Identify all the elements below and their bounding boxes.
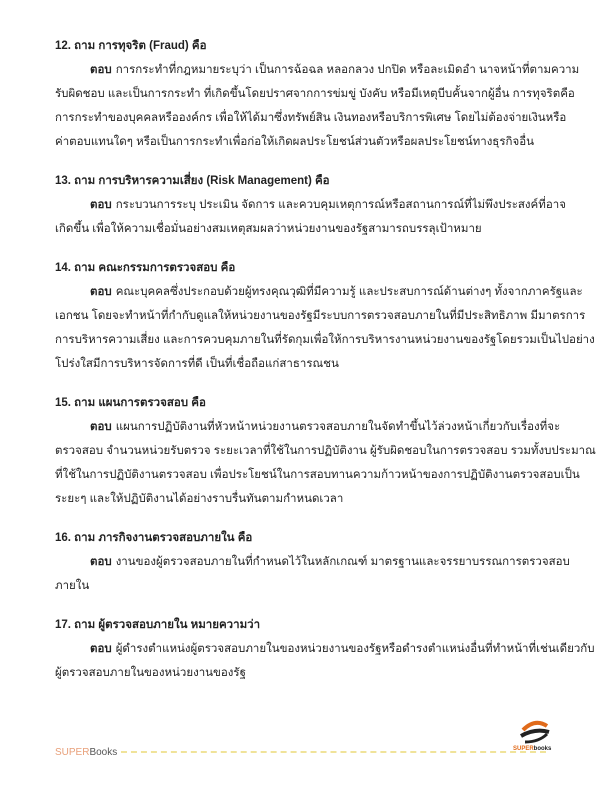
answer-line bbox=[55, 442, 596, 466]
answer-text: โปร่งใสมีการบริหารจัดการที่ดี เป็นที่เชื่อถือแก่สาธารณชน bbox=[55, 358, 339, 370]
qa-item bbox=[55, 616, 595, 688]
answer-text: เกิดขึ้น เพื่อให้ความเชื่อมั่นอย่างสมเหตุสมผลว่าหน่วยงานของรัฐสามารถบรรลุเป้าหมาย bbox=[55, 223, 482, 235]
document-page bbox=[55, 37, 596, 703]
qa-item bbox=[55, 259, 595, 379]
answer-label: ตอบ bbox=[90, 643, 112, 655]
answer-text: งานของผู้ตรวจสอบภายในที่กำหนดไว้ในหลักเกณฑ์ มาตรฐานและจรรยาบรรณการตรวจสอบ bbox=[115, 556, 570, 568]
question-heading: 13. ถาม การบริหารความเสี่ยง (Risk Management) คือ bbox=[55, 175, 330, 187]
answer-line bbox=[55, 640, 595, 664]
answer-text: ภายใน bbox=[55, 580, 90, 592]
answer-line bbox=[55, 133, 575, 157]
answer-label: ตอบ bbox=[90, 421, 112, 433]
answer-label: ตอบ bbox=[90, 64, 112, 76]
answer-line bbox=[55, 85, 575, 109]
answer-text: คณะบุคคลซึ่งประกอบด้วยผู้ทรงคุณวุฒิที่มีความรู้ และประสบการณ์ด้านต่างๆ ทั้งจากภาครัฐและ bbox=[115, 286, 583, 298]
answer-text: ตรวจสอบ จำนวนหน่วยรับตรวจ ระยะเวลาที่ใช้ในการปฏิบัติงาน ผู้รับผิดชอบในการตรวจสอบ รวมทั้งบประมาณ bbox=[55, 445, 596, 457]
answer-line bbox=[55, 577, 575, 601]
answer-label: ตอบ bbox=[90, 199, 112, 211]
book-swirl-icon bbox=[515, 720, 555, 748]
qa-item bbox=[55, 172, 575, 244]
question-heading: 14. ถาม คณะกรรมการตรวจสอบ คือ bbox=[55, 262, 236, 274]
question-heading: 16. ถาม ภารกิจงานตรวจสอบภายใน คือ bbox=[55, 532, 253, 544]
logo-text bbox=[513, 746, 551, 752]
brand-books: Books bbox=[89, 746, 118, 758]
answer-text: ที่ใช้ในการปฏิบัติงานตรวจสอบ เพื่อประโยชน์ในการสอบทานความก้าวหน้าของการปฏิบัติงานตรวจสอบเป็น bbox=[55, 469, 580, 481]
answer-label: ตอบ bbox=[90, 286, 112, 298]
answer-text: แผนการปฏิบัติงานที่หัวหน้าหน่วยงานตรวจสอบภายในจัดทำขึ้นไว้ล่วงหน้าเกี่ยวกับเรื่องที่จะ bbox=[115, 421, 561, 433]
logo-books: books bbox=[533, 746, 552, 752]
answer-line bbox=[55, 220, 575, 244]
question-heading: 17. ถาม ผู้ตรวจสอบภายใน หมายความว่า bbox=[55, 619, 261, 631]
answer-line bbox=[55, 664, 575, 688]
question-heading: 15. ถาม แผนการตรวจสอบ คือ bbox=[55, 397, 206, 409]
answer-line bbox=[55, 553, 575, 577]
answer-label: ตอบ bbox=[90, 556, 112, 568]
answer-line bbox=[55, 307, 586, 331]
footer-divider bbox=[121, 751, 546, 753]
answer-text: รับผิดชอบ และเป็นการกระทำ ที่เกิดขึ้นโดยปราศจากการข่มขู่ บังคับ หรือมีเหตุบีบคั้นจากผู้อื่น การทุจริตคือ bbox=[55, 88, 575, 100]
answer-line bbox=[55, 331, 595, 355]
footer-brand bbox=[55, 747, 117, 758]
footer bbox=[55, 742, 550, 762]
answer-text: การกระทำของบุคคลหรือองค์กร เพื่อให้ได้มาซึ่งทรัพย์สิน เงินทองหรือบริการพิเศษ โดยไม่ต้องจ่ายเงินหรือ bbox=[55, 112, 567, 124]
answer-line bbox=[55, 61, 580, 85]
answer-text: ค่าตอบแทนใดๆ หรือเป็นการกระทำเพื่อก่อให้เกิดผลประโยชน์ส่วนตัวหรือผลประโยชน์ทางธุรกิจอื่น bbox=[55, 136, 534, 148]
answer-text: การกระทำที่กฎหมายระบุว่า เป็นการฉ้อฉล หลอกลวง ปกปิด หรือละเมิดอำ นาจหน้าที่ตามความ bbox=[115, 64, 580, 76]
answer-text: การบริหารความเสี่ยง และการควบคุมภายในที่รัดกุมเพื่อให้การบริหารงานหน่วยงานของรัฐโดยรวมเป็นไปอย่าง bbox=[55, 334, 595, 346]
qa-item bbox=[55, 37, 580, 157]
answer-text: เอกชน โดยจะทำหน้าที่กำกับดูแลให้หน่วยงานของรัฐมีระบบการตรวจสอบภายในที่มีประสิทธิภาพ มีมาตรการ bbox=[55, 310, 586, 322]
answer-text: กระบวนการระบุ ประเมิน จัดการ และควบคุมเหตุการณ์หรือสถานการณ์ที่ไม่พึงประสงค์ที่อาจ bbox=[115, 199, 566, 211]
answer-text: ระยะๆ และให้ปฏิบัติงานได้อย่างราบรื่นทันตามกำหนดเวลา bbox=[55, 493, 344, 505]
question-heading: 12. ถาม การทุจริต (Fraud) คือ bbox=[55, 40, 207, 52]
brand-super: SUPER bbox=[55, 746, 90, 758]
superbooks-logo bbox=[515, 720, 555, 756]
answer-line bbox=[55, 418, 575, 442]
answer-line bbox=[55, 355, 575, 379]
answer-line bbox=[55, 109, 575, 133]
logo-super: SUPER bbox=[513, 746, 534, 752]
qa-item bbox=[55, 529, 575, 601]
answer-line bbox=[55, 466, 580, 490]
qa-item bbox=[55, 394, 596, 514]
answer-text: ผู้ตรวจสอบภายในของหน่วยงานของรัฐ bbox=[55, 667, 246, 679]
answer-text: ผู้ดำรงตำแหน่งผู้ตรวจสอบภายในของหน่วยงานของรัฐหรือดำรงตำแหน่งอื่นที่ทำหน้าที่เช่นเดียวกับ bbox=[115, 643, 595, 655]
answer-line bbox=[55, 283, 583, 307]
answer-line bbox=[55, 490, 575, 514]
answer-line bbox=[55, 196, 575, 220]
